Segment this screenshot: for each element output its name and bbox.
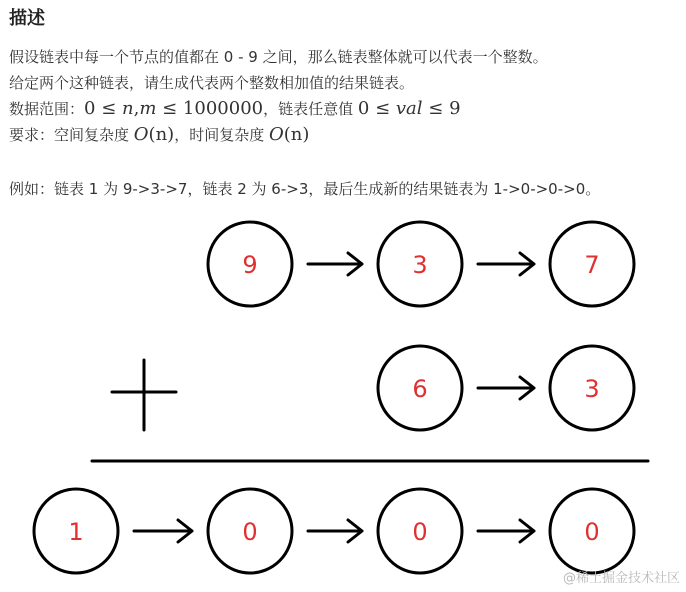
- data-range-mid: ，链表任意值: [263, 100, 358, 118]
- requirement-mid: ，时间复杂度: [174, 126, 269, 144]
- arrow-icon: [308, 253, 362, 275]
- list-node-value: 3: [584, 375, 600, 403]
- range-comma: ,: [133, 98, 140, 119]
- range-formula-part: 0 ≤: [357, 98, 396, 119]
- var-m: m: [139, 98, 157, 119]
- plus-sign: [112, 360, 176, 430]
- arrow-icon: [134, 520, 192, 542]
- description-line-1: 假设链表中每一个节点的值都在 0 - 9 之间，那么链表整体就可以代表一个整数。: [9, 48, 548, 66]
- list2-nodes: [378, 346, 634, 430]
- list-node-value: 0: [584, 518, 600, 546]
- range-formula-part: 0 ≤: [84, 98, 122, 119]
- arrow-icon: [308, 520, 362, 542]
- arrow-icon: [478, 253, 534, 275]
- big-o-arg: (n): [283, 124, 310, 145]
- example-text: 例如：链表 1 为 9->3->7，链表 2 为 6->3，最后生成新的结果链表为 1->0->0->0。: [9, 180, 601, 198]
- description-line-2: 给定两个这种链表，请生成代表两个整数相加值的结果链表。: [9, 74, 415, 92]
- big-o: O: [268, 124, 284, 145]
- list-node-value: 7: [584, 251, 600, 279]
- list-node-value: 3: [412, 251, 428, 279]
- range-formula-part: ≤ 1000000: [156, 98, 264, 119]
- big-o-arg: (n): [148, 124, 175, 145]
- watermark: @稀土掘金技术社区: [562, 571, 680, 586]
- data-range-label: 数据范围：: [9, 100, 85, 118]
- list-node-value: 9: [242, 251, 258, 279]
- section-title: 描述: [9, 8, 45, 29]
- list1-nodes: [208, 222, 634, 306]
- result-nodes: [34, 489, 634, 573]
- var-val: val: [395, 98, 423, 119]
- range-formula-part: ≤ 9: [422, 98, 461, 119]
- big-o: O: [133, 124, 149, 145]
- list-node-value: 0: [242, 518, 258, 546]
- arrow-icon: [478, 377, 534, 399]
- list-node-value: 1: [68, 518, 84, 546]
- arrow-icon: [478, 520, 534, 542]
- list-node-value: 0: [412, 518, 428, 546]
- requirement-label: 要求：空间复杂度: [9, 126, 134, 144]
- var-n: n: [122, 98, 134, 119]
- list-node-value: 6: [412, 375, 428, 403]
